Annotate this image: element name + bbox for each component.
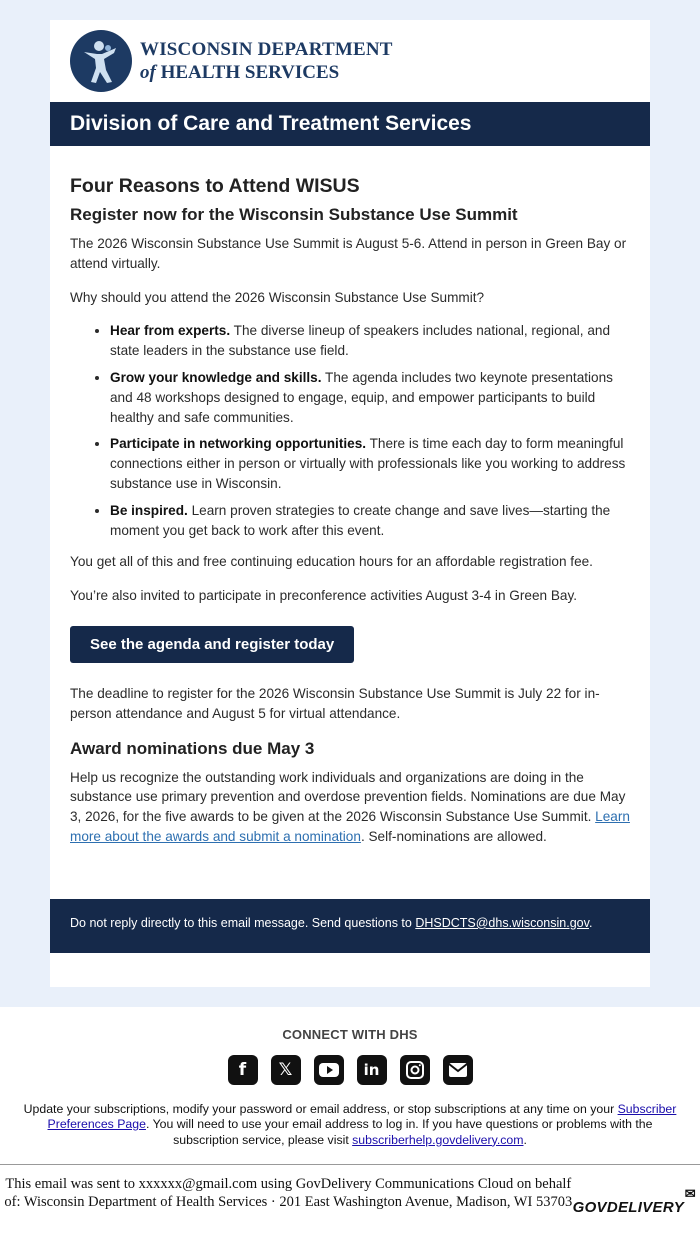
- article-title: Four Reasons to Attend WISUS: [70, 175, 360, 197]
- list-item: [110, 321, 630, 361]
- instagram-icon[interactable]: [400, 1055, 430, 1085]
- contact-email-link[interactable]: DHSDCTS@dhs.wisconsin.gov: [415, 915, 589, 930]
- awards-paragraph: [70, 768, 630, 847]
- reason-text: Learn proven strategies to create change and save lives—starting the moment you get back to work after this event.: [110, 502, 611, 538]
- deadline-paragraph: The deadline to register for the 2026 Wisconsin Substance Use Summit is July 22 for in-person attendance and August 5 for virtual attendance.: [70, 685, 600, 721]
- linkedin-icon[interactable]: in: [357, 1055, 387, 1085]
- benefit-paragraph: You get all of this and free continuing education hours for an affordable registration fee.: [70, 554, 593, 570]
- reply-notice-bar: [50, 899, 650, 953]
- envelope-icon: ✉: [684, 1186, 696, 1202]
- awards-text: Help us recognize the outstanding work individuals and organizations are doing in the substance use primary prevention and overdose prevention fields. Nominations are due May 3, 2026, for the five awards to be given at the 2026 Wisconsin Substance Use Summit.: [70, 769, 626, 825]
- org-line1: WISCONSIN DEPARTMENT: [140, 39, 393, 60]
- intro-paragraph: The 2026 Wisconsin Substance Use Summit is August 5-6. Attend in person in Green Bay or attend virtually.: [70, 236, 627, 271]
- govdelivery-wordmark: GOVDELIVERY: [572, 1199, 684, 1217]
- register-button[interactable]: See the agenda and register today: [70, 626, 354, 663]
- subs-text1: Update your subscriptions, modify your password or email address, or stop subscriptions at any time on your: [23, 1101, 618, 1116]
- article-subtitle: Register now for the Wisconsin Substance Use Summit: [70, 205, 518, 224]
- subs-text2: . You will need to use your email address to log in. If you have questions or problems with the subscription service, please visit: [145, 1117, 653, 1147]
- govdelivery-logo[interactable]: [572, 1186, 696, 1217]
- org-line2: HEALTH SERVICES: [160, 62, 340, 83]
- division-banner: Division of Care and Treatment Services: [50, 102, 650, 146]
- awards-after: . Self-nominations are allowed.: [360, 828, 547, 844]
- list-item: [110, 434, 630, 493]
- social-icons: [0, 1055, 700, 1085]
- connect-title: CONNECT WITH DHS: [282, 1026, 418, 1042]
- reason-title: Hear from experts.: [110, 323, 231, 339]
- dhs-wordmark: [140, 38, 393, 84]
- connect-section: [0, 1007, 700, 1217]
- dhs-seal-icon: [70, 30, 132, 92]
- preconference-paragraph: You’re also invited to participate in preconference activities August 3-4 in Green Bay.: [70, 588, 578, 604]
- org-of: of: [140, 62, 156, 83]
- subscription-notice: [0, 1102, 700, 1149]
- email-card: [50, 20, 650, 987]
- reason-text: There is time each day to form meaningful connections either in person or virtually with professionals like you working to address substance use in Wisconsin.: [110, 436, 626, 491]
- subs-text3: .: [523, 1132, 527, 1147]
- awards-link[interactable]: Learn more about the awards and submit a nomination: [70, 809, 630, 844]
- email-icon[interactable]: [443, 1055, 473, 1085]
- dhs-logo[interactable]: [50, 20, 650, 102]
- question-paragraph: Why should you attend the 2026 Wisconsin Substance Use Summit?: [70, 289, 485, 305]
- reply-notice-text: Do not reply directly to this email message. Send questions to: [70, 915, 416, 930]
- reason-title: Grow your knowledge and skills.: [110, 369, 322, 385]
- reply-notice-after: .: [588, 915, 593, 930]
- facebook-icon[interactable]: f: [228, 1055, 258, 1085]
- reason-title: Be inspired.: [110, 502, 188, 518]
- reason-title: Participate in networking opportunities.: [110, 436, 367, 452]
- sent-notice: This email was sent to xxxxxx@gmail.com using GovDelivery Communications Cloud on behalf of: Wisconsin Department of Health Services · 201 East Washington Avenue, Madison, WI 53703: [4, 1176, 573, 1211]
- card-bottom-spacer: [50, 953, 650, 987]
- govdelivery-footer: [0, 1165, 700, 1216]
- list-item: [110, 501, 630, 541]
- reason-text: The diverse lineup of speakers includes national, regional, and state leaders in the substance use field.: [110, 323, 611, 359]
- youtube-icon[interactable]: [314, 1055, 344, 1085]
- subscriber-help-link[interactable]: subscriberhelp.govdelivery.com: [352, 1132, 524, 1147]
- reason-text: The agenda includes two keynote presentations and 48 workshops designed to engage, equip, and empower participants to build healthy and safe communities.: [110, 369, 613, 425]
- email-content: [50, 146, 650, 875]
- list-item: [110, 368, 630, 427]
- awards-heading: Award nominations due May 3: [70, 738, 315, 758]
- reasons-list: [70, 321, 630, 540]
- x-icon[interactable]: 𝕏: [271, 1055, 301, 1085]
- subscriber-preferences-link[interactable]: Subscriber Preferences Page: [47, 1101, 677, 1132]
